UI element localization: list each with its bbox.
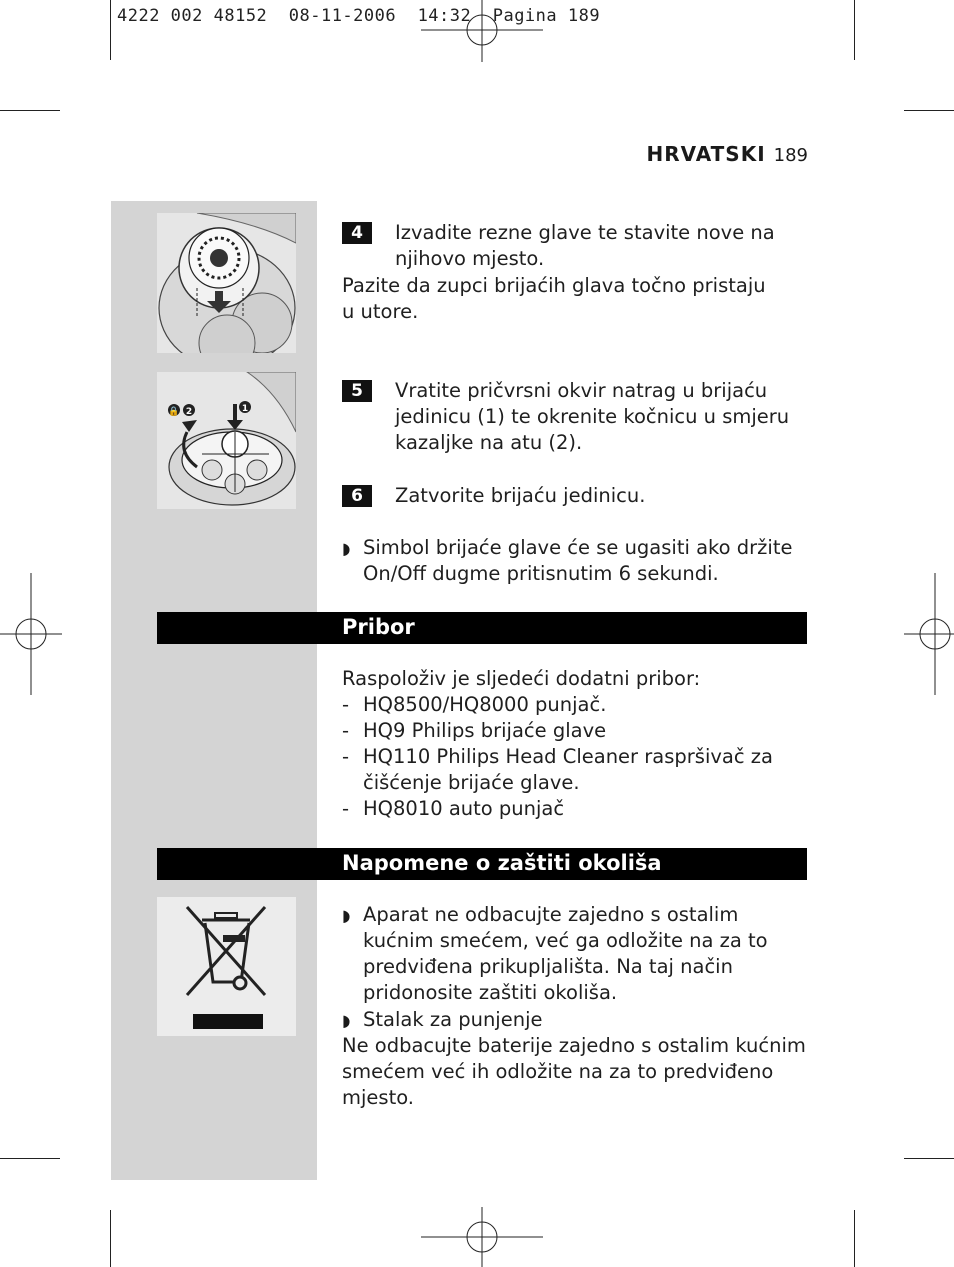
lock-icon: 🔒 [168, 407, 180, 417]
registration-mark-right [904, 573, 954, 695]
page-number: 189 [773, 145, 808, 166]
environment-note: Ne odbacujte baterije zajedno s ostalim kućnim smećem već ih odložite na za to predviđeno mjesto. [342, 1034, 806, 1109]
section-heading-accessories [157, 612, 807, 644]
list-item: - HQ9 Philips brijaće glave [342, 718, 782, 744]
crossed-out-wheelie-bin-icon [157, 897, 296, 1036]
section-heading-environment [157, 848, 807, 880]
step-number-5: 5 [342, 380, 372, 402]
step-4-note: Pazite da zupci brijaćih glava točno pristaju u utore. [342, 274, 766, 323]
printer-slug: 4222 002 48152 08-11-2006 14:32 Pagina 189 [117, 6, 601, 26]
list-item: - HQ8500/HQ8000 punjač. [342, 692, 782, 718]
symbol-note: Simbol brijaće glave će se ugasiti ako držite On/Off dugme pritisnutim 6 sekundi. [363, 536, 793, 585]
registration-mark-bottom [421, 1207, 543, 1267]
retaining-frame-illustration [157, 372, 296, 509]
figure-label-1: 1 [241, 404, 249, 414]
section-title-environment: Napomene o zaštiti okoliša [342, 851, 662, 875]
list-item: - HQ110 Philips Head Cleaner raspršivač za čišćenje brijaće glave. [342, 744, 782, 796]
accessories-list [342, 692, 782, 822]
step-6-text: Zatvorite brijaću jedinicu. [395, 484, 646, 507]
step-number-6: 6 [342, 485, 372, 507]
bullet-arrow-icon: ◗ [342, 539, 351, 558]
language-label: HRVATSKI [646, 142, 766, 166]
list-item: - HQ8010 auto punjač [342, 796, 782, 822]
registration-mark-top [421, 0, 543, 62]
running-head [646, 142, 808, 166]
accessories-intro: Raspoloživ je sljedeći dodatni pribor: [342, 667, 701, 690]
shaver-head-removal-illustration [157, 213, 296, 353]
bullet-arrow-icon: ◗ [342, 1011, 351, 1030]
section-title-accessories: Pribor [342, 615, 415, 639]
step-4-text: Izvadite rezne glave te stavite nove na njihovo mjesto. [395, 221, 775, 270]
step-5-text: Vratite pričvrsni okvir natrag u brijaću jedinicu (1) te okrenite kočnicu u smjeru kazaljke na atu (2). [395, 379, 790, 454]
step-number-4: 4 [342, 222, 372, 244]
figure-label-2: 2 [185, 407, 193, 417]
bullet-arrow-icon: ◗ [342, 906, 351, 925]
registration-mark-left [0, 573, 62, 695]
environment-bullet-1: Aparat ne odbacujte zajedno s ostalim kućnim smećem, već ga odložite na za to predviđena prikupljališta. Na taj način pridonosite zaštiti okoliša. [363, 903, 768, 1004]
environment-bullet-2: Stalak za punjenje [363, 1008, 543, 1031]
